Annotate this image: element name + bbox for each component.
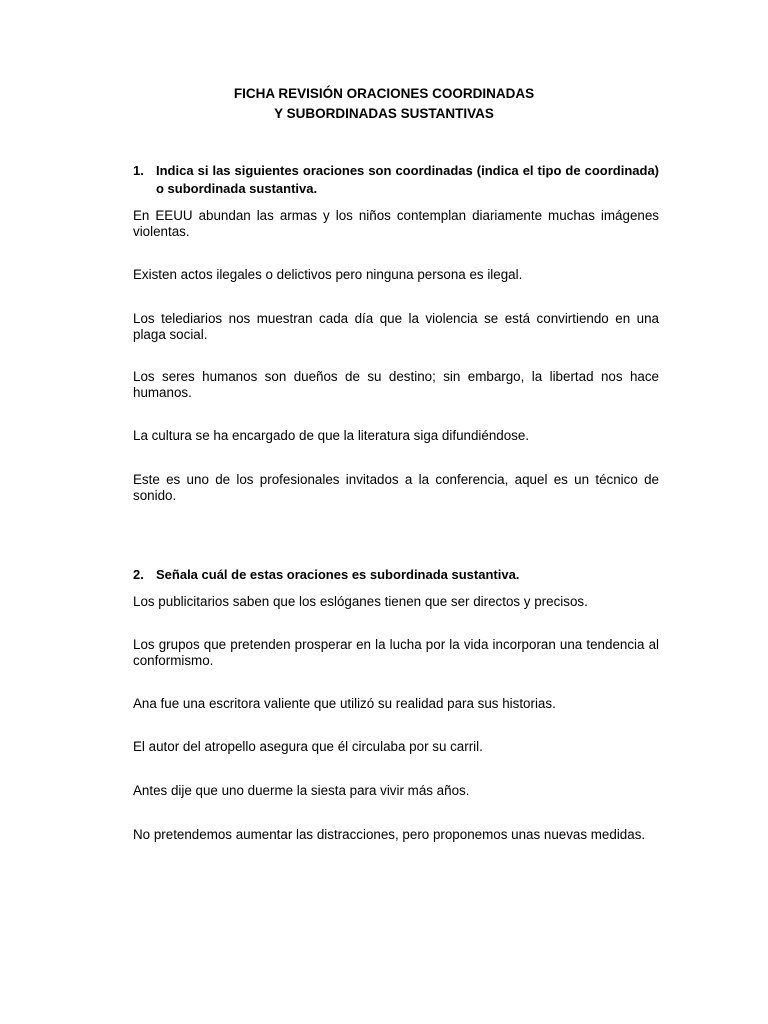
section-2-sentence-3: Ana fue una escritora valiente que utilizó su realidad para sus historias. (133, 696, 556, 711)
section-1-sentence-3: Los telediarios nos muestran cada día que la violencia se está convirtiendo en una plaga social. (133, 311, 659, 342)
section-1-sentence-4: Los seres humanos son dueños de su destino; sin embargo, la libertad nos hace humanos. (133, 369, 659, 400)
question-2-text: Señala cuál de estas oraciones es subordinada sustantiva. (156, 567, 520, 582)
document-title-line-1: FICHA REVISIÓN ORACIONES COORDINADAS (233, 86, 535, 101)
section-2-sentence-2: Los grupos que pretenden prosperar en la lucha por la vida incorporan una tendencia al conformismo. (133, 637, 659, 668)
section-1-sentence-2: Existen actos ilegales o delictivos pero ninguna persona es ilegal. (133, 267, 523, 282)
question-1-heading (133, 162, 659, 198)
document-title-line-2: Y SUBORDINADAS SUSTANTIVAS (274, 106, 494, 121)
section-1-sentence-6: Este es uno de los profesionales invitados a la conferencia, aquel es un técnico de sonido. (133, 472, 659, 503)
section-2-sentence-6: No pretendemos aumentar las distracciones, pero proponemos unas nuevas medidas. (133, 827, 646, 842)
section-2-sentence-4: El autor del atropello asegura que él circulaba por su carril. (133, 739, 483, 754)
question-1-number: 1. (133, 163, 144, 178)
section-2-sentence-1: Los publicitarios saben que los eslóganes tienen que ser directos y precisos. (133, 594, 588, 609)
question-2-number: 2. (133, 567, 144, 582)
section-1-sentence-5: La cultura se ha encargado de que la literatura siga difundiéndose. (133, 428, 530, 443)
section-1-sentence-1: En EEUU abundan las armas y los niños contemplan diariamente muchas imágenes violentas. (133, 208, 659, 239)
question-2-heading (133, 566, 659, 584)
question-1-text: Indica si las siguientes oraciones son coordinadas (indica el tipo de coordinada) o subordinada sustantiva. (156, 163, 659, 196)
section-2-sentence-5: Antes dije que uno duerme la siesta para vivir más años. (133, 783, 470, 798)
